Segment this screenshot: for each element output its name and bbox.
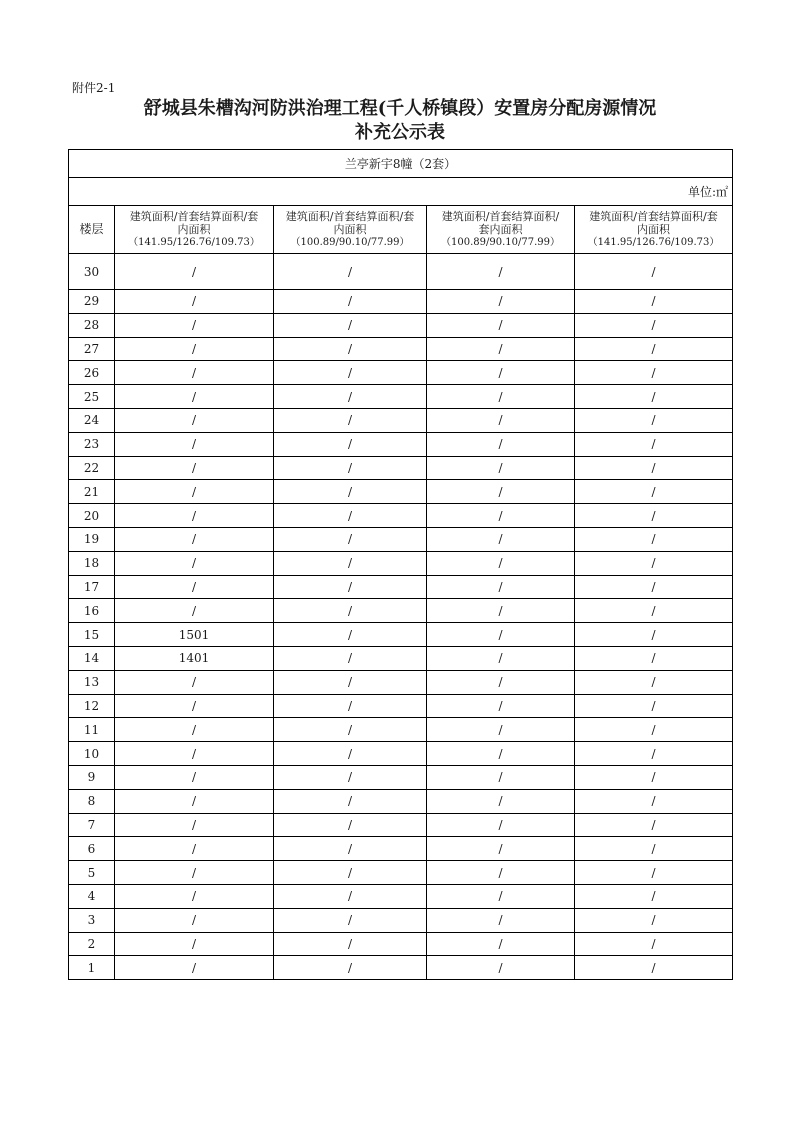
unit-cell: / — [115, 599, 274, 623]
table-row — [69, 456, 733, 480]
table-row — [69, 670, 733, 694]
table-row — [69, 908, 733, 932]
unit-cell: / — [427, 765, 575, 789]
floor-number: 2 — [69, 932, 115, 956]
unit-cell: / — [274, 789, 427, 813]
unit-cell: / — [274, 813, 427, 837]
unit-cell: / — [575, 527, 733, 551]
unit-cell: / — [274, 527, 427, 551]
unit-cell: / — [427, 956, 575, 980]
column-header-dims: （141.95/126.76/109.73） — [587, 237, 720, 248]
column-header — [427, 206, 575, 254]
unit-cell: / — [575, 361, 733, 385]
floor-number: 13 — [69, 670, 115, 694]
table-row — [69, 646, 733, 670]
table-row — [69, 290, 733, 314]
floor-number: 1 — [69, 956, 115, 980]
floor-number: 25 — [69, 385, 115, 409]
unit-cell: / — [575, 884, 733, 908]
building-row — [69, 150, 733, 178]
unit-cell: / — [575, 765, 733, 789]
table-row — [69, 385, 733, 409]
unit-cell: / — [115, 408, 274, 432]
unit-cell: / — [575, 432, 733, 456]
floor-number: 19 — [69, 527, 115, 551]
unit-cell: / — [274, 480, 427, 504]
floor-number: 15 — [69, 623, 115, 647]
unit-cell: / — [115, 254, 274, 290]
floor-number: 27 — [69, 337, 115, 361]
unit-cell: / — [427, 361, 575, 385]
unit-cell: / — [274, 956, 427, 980]
table-row — [69, 623, 733, 647]
unit-cell: / — [115, 361, 274, 385]
unit-cell: / — [274, 623, 427, 647]
unit-cell: / — [427, 908, 575, 932]
unit-cell: / — [575, 337, 733, 361]
floor-number: 8 — [69, 789, 115, 813]
floor-number: 17 — [69, 575, 115, 599]
unit-cell: / — [115, 480, 274, 504]
unit-cell: / — [575, 646, 733, 670]
floor-number: 14 — [69, 646, 115, 670]
unit-cell: / — [115, 837, 274, 861]
unit-cell: / — [427, 385, 575, 409]
floor-number: 16 — [69, 599, 115, 623]
unit-cell: / — [274, 932, 427, 956]
unit-cell: / — [115, 385, 274, 409]
unit-cell: / — [575, 837, 733, 861]
floor-number: 9 — [69, 765, 115, 789]
unit-cell: / — [427, 254, 575, 290]
unit-cell: / — [575, 599, 733, 623]
unit-cell: / — [575, 290, 733, 314]
column-header-line2: 套内面积 — [478, 223, 523, 236]
table-row — [69, 575, 733, 599]
table-row — [69, 932, 733, 956]
unit-cell: / — [115, 908, 274, 932]
unit-cell: / — [274, 337, 427, 361]
floor-number: 18 — [69, 551, 115, 575]
floor-number: 21 — [69, 480, 115, 504]
floor-number: 22 — [69, 456, 115, 480]
building-name: 兰亭新宇8幢（2套） — [69, 150, 733, 178]
unit-cell: / — [274, 599, 427, 623]
unit-cell: / — [575, 908, 733, 932]
unit-cell: / — [427, 575, 575, 599]
table-row — [69, 837, 733, 861]
unit-cell: / — [575, 694, 733, 718]
unit-cell: / — [427, 646, 575, 670]
table-row — [69, 694, 733, 718]
unit-cell: / — [115, 527, 274, 551]
column-header-line1: 建筑面积/首套结算面积/套 — [285, 210, 415, 223]
floor-number: 30 — [69, 254, 115, 290]
column-header-line2: 内面积 — [333, 223, 367, 236]
floor-number: 12 — [69, 694, 115, 718]
unit-cell: / — [274, 837, 427, 861]
table-row — [69, 432, 733, 456]
unit-cell: / — [575, 932, 733, 956]
table-row — [69, 254, 733, 290]
floor-number: 4 — [69, 884, 115, 908]
unit-cell: / — [115, 504, 274, 528]
table-row — [69, 551, 733, 575]
unit-cell: / — [115, 456, 274, 480]
unit-cell: / — [274, 385, 427, 409]
unit-cell: / — [575, 254, 733, 290]
unit-cell: / — [427, 789, 575, 813]
unit-cell: / — [575, 480, 733, 504]
unit-cell: / — [427, 408, 575, 432]
floor-number: 11 — [69, 718, 115, 742]
unit-cell: / — [427, 504, 575, 528]
unit-cell: / — [115, 789, 274, 813]
table-row — [69, 765, 733, 789]
unit-cell: / — [575, 456, 733, 480]
unit-cell: / — [427, 337, 575, 361]
unit-cell: / — [274, 646, 427, 670]
table-row — [69, 718, 733, 742]
unit-cell: / — [115, 575, 274, 599]
table-row — [69, 861, 733, 885]
unit-row — [69, 178, 733, 206]
unit-cell: / — [274, 884, 427, 908]
unit-cell: / — [115, 956, 274, 980]
table-row — [69, 480, 733, 504]
floor-number: 26 — [69, 361, 115, 385]
unit-cell: / — [575, 575, 733, 599]
unit-cell: 1401 — [115, 646, 274, 670]
unit-cell: / — [575, 956, 733, 980]
column-header-line1: 建筑面积/首套结算面积/套 — [129, 210, 259, 223]
unit-cell: / — [274, 504, 427, 528]
unit-cell: / — [274, 254, 427, 290]
unit-cell: / — [115, 932, 274, 956]
unit-cell: / — [115, 694, 274, 718]
unit-cell: / — [575, 408, 733, 432]
unit-cell: / — [115, 313, 274, 337]
unit-cell: / — [427, 932, 575, 956]
unit-cell: / — [427, 456, 575, 480]
unit-cell: / — [427, 480, 575, 504]
unit-cell: / — [575, 551, 733, 575]
floor-header: 楼层 — [69, 206, 115, 254]
unit-cell: / — [427, 551, 575, 575]
unit-label: 单位:㎡ — [69, 178, 733, 206]
table-row — [69, 361, 733, 385]
unit-cell: / — [274, 908, 427, 932]
unit-cell: / — [575, 861, 733, 885]
table-row — [69, 408, 733, 432]
header-row — [69, 206, 733, 254]
unit-cell: / — [115, 551, 274, 575]
unit-cell: / — [115, 432, 274, 456]
floor-number: 3 — [69, 908, 115, 932]
unit-cell: / — [575, 742, 733, 766]
column-header — [575, 206, 733, 254]
floor-number: 20 — [69, 504, 115, 528]
unit-cell: / — [115, 718, 274, 742]
unit-cell: / — [427, 432, 575, 456]
unit-cell: 1501 — [115, 623, 274, 647]
page-title: 舒城县朱槽沟河防洪治理工程(千人桥镇段）安置房分配房源情况 — [143, 98, 657, 119]
column-header-line2: 内面积 — [637, 223, 670, 236]
floor-number: 10 — [69, 742, 115, 766]
floor-number: 29 — [69, 290, 115, 314]
table-row — [69, 789, 733, 813]
unit-cell: / — [427, 313, 575, 337]
unit-cell: / — [575, 670, 733, 694]
unit-cell: / — [115, 813, 274, 837]
unit-cell: / — [115, 337, 274, 361]
column-header-line2: 内面积 — [177, 223, 211, 236]
unit-cell: / — [575, 385, 733, 409]
floor-number: 23 — [69, 432, 115, 456]
unit-cell: / — [427, 813, 575, 837]
table-row — [69, 527, 733, 551]
table-row — [69, 313, 733, 337]
column-header-line1: 建筑面积/首套结算面积/ — [441, 210, 560, 223]
unit-cell: / — [427, 623, 575, 647]
column-header-dims: （141.95/126.76/109.73） — [128, 237, 260, 248]
unit-cell: / — [274, 742, 427, 766]
unit-cell: / — [115, 884, 274, 908]
unit-cell: / — [274, 313, 427, 337]
floor-number: 28 — [69, 313, 115, 337]
unit-cell: / — [115, 861, 274, 885]
unit-cell: / — [274, 408, 427, 432]
unit-cell: / — [427, 742, 575, 766]
table-row — [69, 956, 733, 980]
unit-cell: / — [274, 361, 427, 385]
unit-cell: / — [427, 718, 575, 742]
unit-cell: / — [274, 575, 427, 599]
column-header — [115, 206, 274, 254]
table-row — [69, 813, 733, 837]
floor-number: 5 — [69, 861, 115, 885]
unit-cell: / — [274, 456, 427, 480]
unit-cell: / — [274, 670, 427, 694]
unit-cell: / — [274, 290, 427, 314]
allocation-table — [68, 149, 733, 980]
unit-cell: / — [575, 504, 733, 528]
unit-cell: / — [274, 432, 427, 456]
table-row — [69, 337, 733, 361]
floor-number: 7 — [69, 813, 115, 837]
table-row — [69, 599, 733, 623]
unit-cell: / — [427, 861, 575, 885]
unit-cell: / — [575, 623, 733, 647]
table-row — [69, 742, 733, 766]
unit-cell: / — [115, 290, 274, 314]
table-row — [69, 884, 733, 908]
unit-cell: / — [427, 837, 575, 861]
unit-cell: / — [575, 813, 733, 837]
column-header-dims: （100.89/90.10/77.99） — [290, 237, 410, 248]
unit-cell: / — [274, 694, 427, 718]
unit-cell: / — [427, 694, 575, 718]
unit-cell: / — [575, 718, 733, 742]
floor-number: 6 — [69, 837, 115, 861]
column-header — [274, 206, 427, 254]
unit-cell: / — [427, 670, 575, 694]
unit-cell: / — [427, 884, 575, 908]
attachment-label: 附件2-1 — [72, 81, 116, 95]
unit-cell: / — [274, 551, 427, 575]
page-subtitle: 补充公示表 — [355, 122, 445, 143]
unit-cell: / — [427, 527, 575, 551]
unit-cell: / — [115, 670, 274, 694]
unit-cell: / — [427, 599, 575, 623]
floor-number: 24 — [69, 408, 115, 432]
unit-cell: / — [115, 765, 274, 789]
unit-cell: / — [274, 861, 427, 885]
unit-cell: / — [575, 313, 733, 337]
unit-cell: / — [274, 718, 427, 742]
unit-cell: / — [274, 765, 427, 789]
column-header-dims: （100.89/90.10/77.99） — [441, 237, 560, 248]
unit-cell: / — [575, 789, 733, 813]
unit-cell: / — [427, 290, 575, 314]
table-row — [69, 504, 733, 528]
column-header-line1: 建筑面积/首套结算面积/套 — [589, 210, 718, 223]
unit-cell: / — [115, 742, 274, 766]
